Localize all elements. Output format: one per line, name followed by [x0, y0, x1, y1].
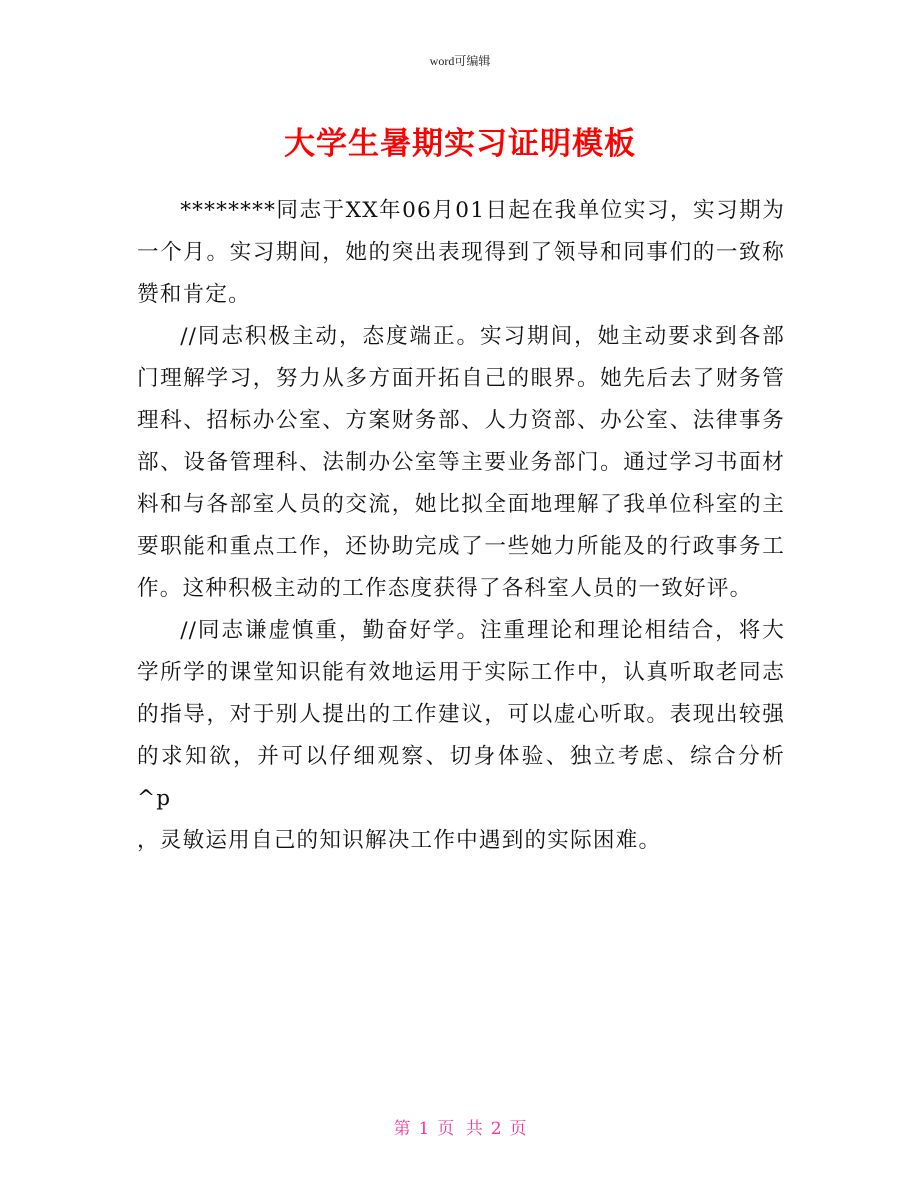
current-page-number: 1 [418, 1119, 430, 1139]
page-footer [0, 1114, 920, 1139]
paragraph-continuation: ，灵敏运用自己的知识解决工作中遇到的实际困难。 [137, 828, 662, 853]
paragraph-intro: ********同志于XX年06月01日起在我单位实习，实习期为一个月。实习期间，她的突出表现得到了领导和同事们的一致称赞和肯定。 [137, 198, 785, 307]
total-pages-number: 2 [490, 1119, 502, 1139]
page-label-prefix: 第 [393, 1119, 411, 1139]
document-body [137, 190, 785, 862]
paragraph-learning: //同志谦虚慎重，勤奋好学。注重理论和理论相结合，将大学所学的课堂知识能有效地运用于实际工作中，认真听取老同志的指导，对于别人提出的工作建议，可以虚心听取。表现出较强的求知欲，并可以仔细观察、切身体验、独立考虑、综合分析^p [137, 618, 785, 811]
page-label-mid: 页 共 [437, 1119, 483, 1139]
page-label-suffix: 页 [509, 1119, 527, 1139]
document-title: 大学生暑期实习证明模板 [284, 126, 636, 162]
paragraph-attitude: //同志积极主动，态度端正。实习期间，她主动要求到各部门理解学习，努力从多方面开拓自己的眼界。她先后去了财务管理科、招标办公室、方案财务部、人力资部、办公室、法律事务部、设备管理科、法制办公室等主要业务部门。通过学习书面材料和与各部室人员的交流，她比拟全面地理解了我单位科室的主要职能和重点工作，还协助完成了一些她力所能及的行政事务工作。这种积极主动的工作态度获得了各科室人员的一致好评。 [137, 324, 785, 601]
header-note: word可编辑 [429, 54, 491, 68]
